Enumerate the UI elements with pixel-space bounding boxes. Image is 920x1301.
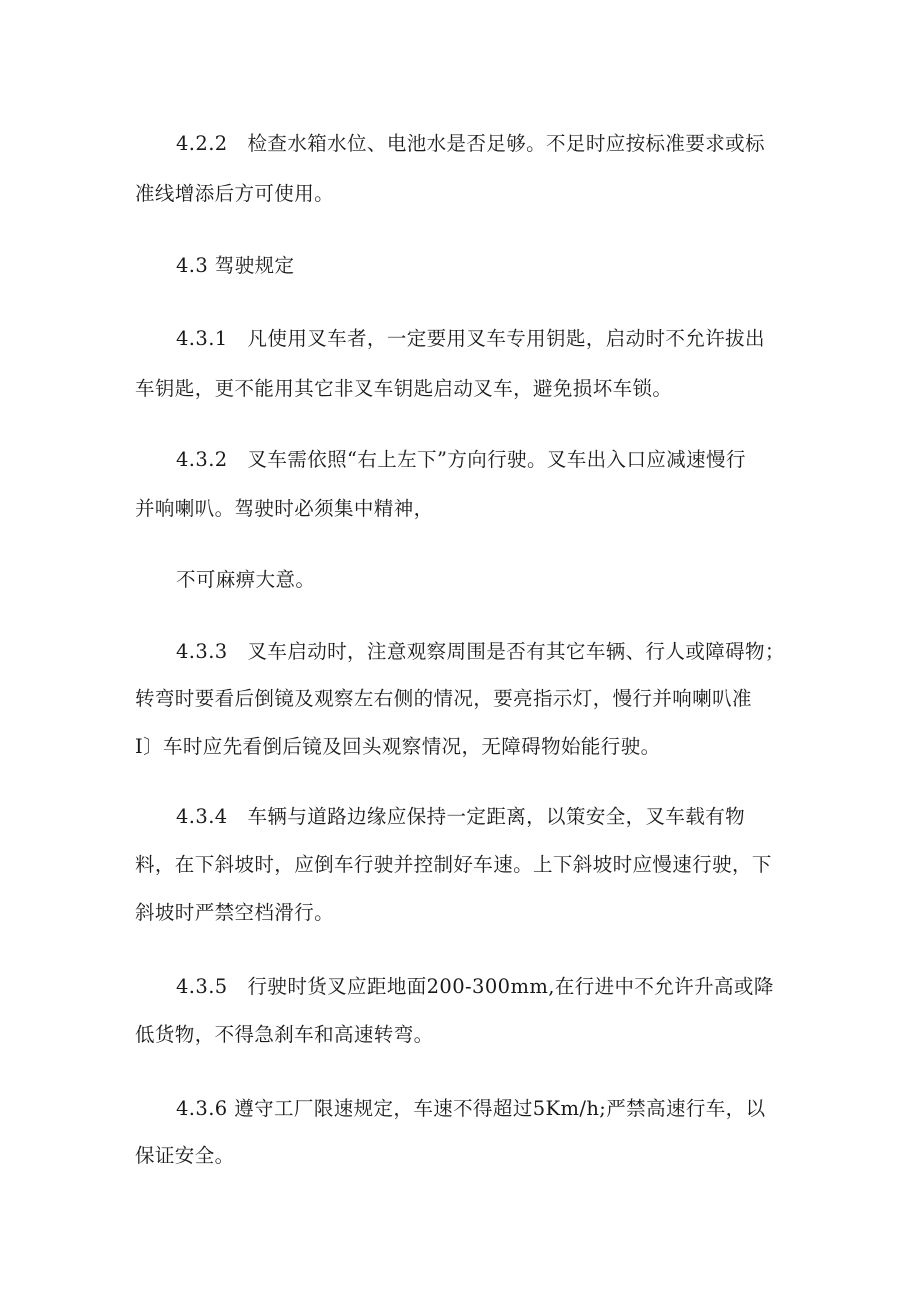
paragraph-line: 4.3.4 车辆与道路边缘应保持一定距离，以策安全，叉车载有物 (176, 805, 746, 828)
paragraph-line: 并响喇叭。驾驶时必须集中精神， (135, 497, 434, 520)
paragraph-line: 车钥匙，更不能用其它非叉车钥匙启动叉车，避免损坏车锁。 (135, 377, 673, 400)
paragraph-line: 4.3.2 叉车需依照“右上左下”方向行驶。叉车出入口应减速慢行 (176, 448, 746, 471)
paragraph-line: 低货物，不得急刹车和高速转弯。 (135, 1023, 434, 1046)
paragraph-line: 保证安全。 (135, 1144, 235, 1167)
paragraph-line: 不可麻痹大意。 (176, 568, 316, 591)
paragraph-line: 斜坡时严禁空档滑行。 (135, 901, 335, 924)
paragraph-line: 料，在下斜坡时，应倒车行驶并控制好车速。上下斜坡时应慢速行驶，下 (135, 853, 772, 876)
paragraph-line: 转弯时要看后倒镜及观察左右侧的情况，要亮指示灯，慢行并响喇叭准 (135, 687, 752, 710)
section-heading-text: 4.3 驾驶规定 (176, 254, 295, 277)
paragraph-line: 4.2.2 检查水箱水位、电池水是否足够。不足时应按标准要求或标 (176, 132, 765, 155)
paragraph-line: I〕车时应先看倒后镜及回头观察情况，无障碍物始能行驶。 (135, 735, 661, 758)
paragraph-line: 4.3.1 凡使用叉车者，一定要用叉车专用钥匙，启动时不允许拔出 (176, 327, 765, 350)
paragraph-line: 4.3.5 行驶时货叉应距地面200-300mm,在行进中不允许升高或降 (176, 975, 774, 998)
paragraph-line: 准线增添后方可使用。 (135, 182, 335, 205)
paragraph-line: 4.3.3 叉车启动时，注意观察周围是否有其它车辆、行人或障碍物； (176, 640, 785, 663)
paragraph-line: 4.3.6 遵守工厂限速规定，车速不得超过5Km/h;严禁高速行车，以 (176, 1097, 766, 1120)
